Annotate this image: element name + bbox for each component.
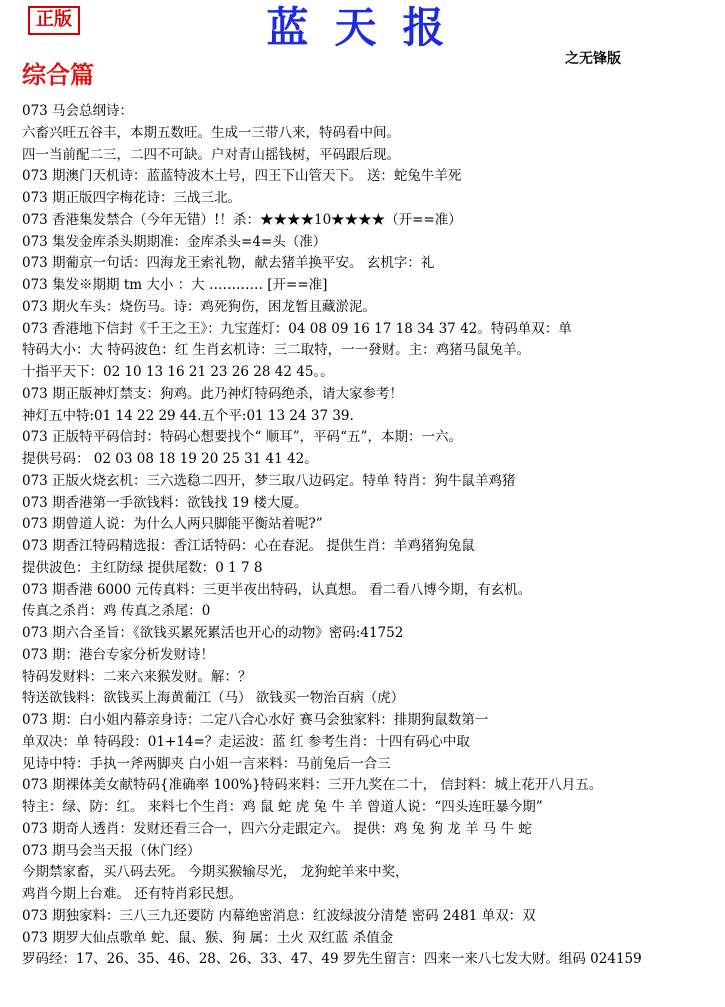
text-line: 特码发财料：二来六来猴发财。解：？ (22, 668, 252, 685)
text-line: 073 期澳门天机诗：蓝蓝特波木土号，四王下山管天下。 送：蛇兔牛羊死 (22, 168, 462, 185)
text-line: 见诗中特：手执一斧两脚夹 白小姐一言来料：马前兔后一合三 (22, 755, 391, 772)
text-line: 073 期：港台专家分析发财诗！ (22, 646, 215, 663)
text-line: 073 期香港第一手欲钱料：欲钱找 19 楼大厦。 (22, 494, 308, 511)
content-lines (22, 101, 722, 971)
text-line: 073 香港地下信封《千王之王》：九宝莲灯：04 08 09 16 17 18 34 37 42。特码单双：单 (22, 320, 572, 337)
text-line: 鸡肖今期上台难。 还有特肖彩民想。 (22, 886, 243, 902)
section-heading: 综合篇 (22, 60, 94, 89)
text-line: 073 香港集发禁合（今年无错）!！杀：★★★★10★★★★（开==准） (22, 211, 462, 228)
edition-label: 之无锋版 (565, 51, 621, 67)
text-line: 073 期罗大仙点歌单 蛇、鼠、猴、狗 属：土火 双红蓝 杀值金 (22, 929, 394, 946)
text-line: 十指平天下：02 10 13 16 21 23 26 28 42 45。。 (22, 364, 334, 380)
text-line: 073 期六合圣旨：《欲钱买累死累活也开心的动物》密码:41752 (22, 625, 404, 641)
text-line: 传真之杀肖：鸡 传真之杀尾：0 (22, 603, 211, 620)
text-line: 073 期火车头：烧伤马。诗：鸡死狗伤，困龙暂且藏淤泥。 (22, 298, 377, 315)
text-line: 提供波色：主红防绿 提供尾数：0 1 7 8 (22, 559, 263, 576)
text-line: 073 期奇人透肖：发财还看三合一，四六分走跟定六。 提供：鸡 兔 狗 龙 羊 马 牛 蛇 (22, 820, 532, 837)
text-line: 提供号码： 02 03 08 18 19 20 25 31 41 42。 (22, 451, 318, 467)
text-line: 单双决：单 特码段：01+14=？走运波：蓝 红 参考生肖：十四有码心中取 (22, 733, 470, 750)
edition-badge: 正版 (28, 6, 80, 35)
text-line: 073 期马会当天报（休门经） (22, 842, 201, 859)
text-line: 073 期葡京一句话：四海龙王索礼物，献去猪羊换平安。 玄机字：礼 (22, 255, 435, 272)
text-line: 073 期：白小姐内幕亲身诗：二定八合心水好 赛马会独家料：排期狗鼠数第一 (22, 712, 489, 728)
text-line: 073 集发※期期 tm 大小 ：大 ………… [开==准] (22, 277, 328, 293)
text-line: 073 期香港 6000 元传真料：三更半夜出特码，认真想。 看二看八博今期，有玄机。 (22, 581, 532, 598)
text-line: 073 期香江特码精选报：香江话特码：心在春泥。 提供生肖：羊鸡猪狗兔鼠 (22, 538, 475, 554)
text-line: 073 正版火烧玄机：三六选稳二四开，梦三取八边码定。特单 特肖：狗牛鼠羊鸡猪 (22, 472, 516, 489)
text-line: 073 期正版神灯禁支：狗鸡。此乃神灯特码绝杀，请大家参考！ (22, 385, 404, 402)
text-line: 特主：绿、防：红。 来料七个生肖：鸡 鼠 蛇 虎 兔 牛 羊 曾道人说：“四头连旺暴今期” (22, 799, 543, 815)
text-line: 特码大小：大 特码波色：红 生肖玄机诗：三二取特，一一發财。主：鸡猪马鼠兔羊。 (22, 342, 531, 359)
text-line: 四一当前配二三，二四不可缺。户对青山摇钱树，平码跟后现。 (22, 146, 400, 163)
text-line: 073 集发金库杀头期期准：金库杀头=4=头（准） (22, 233, 327, 250)
newspaper-title: 蓝天报 (266, 3, 471, 52)
text-line: 罗码经：17、26、35、46、28、26、33、47、49 罗先生留言：四来一来八七发大财。组码 024159 (22, 951, 642, 968)
text-line: 073 期正版四字梅花诗：三战三北。 (22, 190, 242, 206)
text-line: 073 期独家料：三八三九还要防 内幕绝密消息：红波绿波分清楚 密码 2481 单双：双 (22, 907, 536, 924)
text-line: 六畜兴旺五谷丰，本期五数旺。生成一三带八来，特码看中间。 (22, 124, 400, 141)
text-line: 神灯五中特:01 14 22 29 44.五个平:01 13 24 37 39. (22, 407, 354, 424)
text-line: 073 期曾道人说：为什么人两只脚能平衡站着呢?” (22, 516, 323, 533)
text-line: 今期禁家畜，买八码去死。 今期买猴输尽光， 龙狗蛇羊来中奖， (22, 864, 409, 881)
text-line: 特送欲钱料：欲钱买上海黄葡江（马） 欲钱买一物治百病（虎） (22, 690, 405, 707)
text-line: 073 马会总纲诗： (22, 103, 134, 119)
text-line: 073 期裸体美女献特码{准确率 100%}特码来料：三开九奖在二十， 信封料：城上花开八月五。 (22, 777, 603, 794)
text-line: 073 正版特平码信封：特码心想要找个“ 顺耳”，平码“五”，本期：一六。 (22, 429, 462, 446)
